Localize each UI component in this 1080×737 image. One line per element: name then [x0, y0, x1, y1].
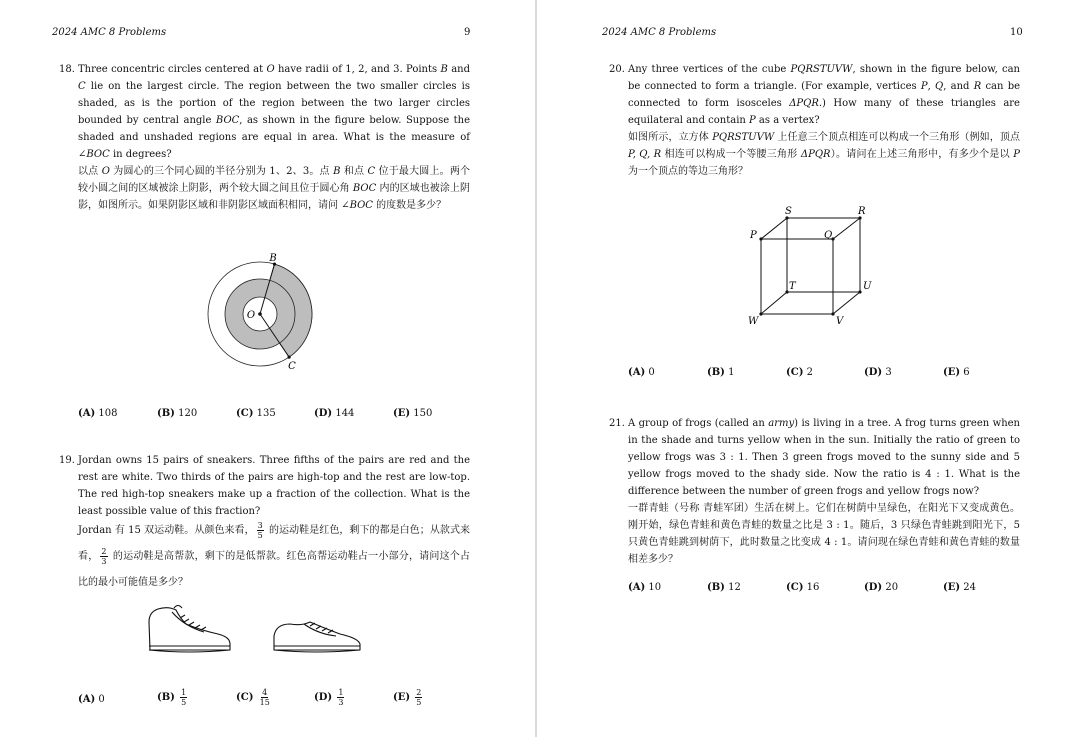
choice-d[interactable]: (D) $\frac{1}{3}$	[314, 688, 344, 707]
problem-number: 19.	[59, 455, 75, 466]
problem-19	[59, 452, 470, 596]
problem-20-english: Any three vertices of the cube PQRSTUVW, shown in the figure below, can be connected to form a triangle. (For example, vertices P, Q, and R can be connected to form isosceles ΔPQR.) How many of these triangles are equilateral and contain P as a vertex?	[628, 64, 1021, 126]
problem-21-chinese: 一群青蛙（号称 青蛙军团）生活在树上。它们在树荫中呈绿色，在阳光下又变成黄色。刚开始，绿色青蛙和黄色青蛙的数量之比是 3 : 1。随后，3 只绿色青蛙跳到阳光下，5 只黄色青蛙跳到树荫下，此时数量之比变成 4 : 1。请问现在绿色青蛙和黄色青蛙的数量相差多少？	[628, 503, 1020, 565]
choice-e[interactable]: (E) 24	[943, 582, 977, 593]
choice-d[interactable]: (D) 20	[864, 582, 899, 593]
choice-a[interactable]: (A) 10	[628, 582, 662, 593]
point-o-label: O	[246, 310, 256, 321]
problem-19-choices	[78, 688, 478, 718]
fraction-two-thirds: $\frac{2}{3}$	[101, 547, 107, 566]
left-page	[0, 0, 535, 737]
problem-21	[609, 415, 1020, 568]
right-page	[537, 0, 1080, 737]
fraction-three-fifths: $\frac{3}{5}$	[257, 521, 263, 540]
choice-a[interactable]: (A) 0	[78, 694, 105, 705]
choice-b[interactable]: (B) 120	[157, 408, 198, 419]
problem-20	[609, 61, 1021, 180]
high-top-sneaker-icon	[149, 606, 230, 653]
choice-b[interactable]: (B) 1	[707, 367, 735, 378]
choice-e[interactable]: (E) 6	[943, 367, 970, 378]
vertex-p-label: P	[750, 230, 757, 241]
fraction-one-third: $\frac{1}{3}$	[338, 688, 344, 707]
problem-18-choices	[78, 408, 478, 422]
problem-19-chinese: Jordan 有 15 双运动鞋。从颜色来看， $\frac{3}{5}$ 的运动鞋是红色，剩下的都是白色；从款式来看， $\frac{2}{3}$ 的运动鞋是高帮款，剩下的是低帮款。红色高帮运动鞋占一小部分，请问这个占比的最小可能值是多少？	[78, 521, 470, 588]
fraction-one-fifth: $\frac{1}{5}$	[181, 688, 187, 707]
left-page-number: 9	[464, 27, 471, 38]
choice-b[interactable]: (B) $\frac{1}{5}$	[157, 688, 187, 707]
choice-c[interactable]: (C) $\frac{4}{15}$	[236, 688, 270, 707]
fraction-two-fifths: $\frac{2}{5}$	[416, 688, 422, 707]
vertex-r-label: R	[858, 206, 866, 217]
fraction-four-fifteenths: $\frac{4}{15}$	[259, 688, 270, 707]
right-header-title: 2024 AMC 8 Problems	[602, 27, 717, 38]
choice-d[interactable]: (D) 3	[864, 367, 892, 378]
problem-18-english: Three concentric circles centered at O have radii of 1, 2, and 3. Points B and C lie on the largest circle. The region between the two smaller circles is shaded, as is the portion of the region between the two larger circles bounded by central angle BOC, as shown in the figure below. Suppose the shaded and unshaded regions are equal in area. What is the measure of ∠BOC in degrees?	[78, 64, 471, 160]
choice-a[interactable]: (A) 0	[628, 367, 655, 378]
right-page-number: 10	[1010, 27, 1023, 38]
vertex-v-label: V	[836, 316, 844, 327]
vertex-w-label: W	[748, 316, 759, 327]
sneakers-illustration	[144, 604, 366, 658]
problem-20-chinese: 如图所示，立方体 PQRSTUVW 上任意三个顶点相连可以构成一个三角形（例如，顶点 P, Q, R 相连可以构成一个等腰三角形 ΔPQR）。请问在上述三角形中，有多少个是以 P 为一个顶点的等边三角形？	[628, 132, 1021, 177]
problem-20-choices	[628, 367, 1028, 381]
problem-number: 20.	[609, 64, 625, 75]
choice-c[interactable]: (C) 2	[786, 367, 813, 378]
low-top-sneaker-icon	[274, 622, 360, 652]
concentric-circles-figure	[195, 248, 325, 370]
choice-e[interactable]: (E) 150	[393, 408, 433, 419]
problem-18-chinese: 以点 O 为圆心的三个同心圆的半径分别为 1、2、3。点 B 和点 C 位于最大圆上。两个较小圆之间的区域被涂上阴影，两个较大圆之间且位于圆心角 BOC 内的区域也被涂上阴影，如图所示。如果阴影区域和非阴影区域面积相同，请问 ∠BOC 的度数是多少？	[78, 166, 471, 211]
left-header-title: 2024 AMC 8 Problems	[52, 27, 167, 38]
problem-19-english: Jordan owns 15 pairs of sneakers. Three fifths of the pairs are red and the rest are white. Two thirds of the pairs are high-top and the rest are low-top. The red high-top sneakers make up a fraction of the collection. What is the least possible value of this fraction?	[78, 455, 470, 517]
choice-b[interactable]: (B) 12	[707, 582, 741, 593]
problem-21-choices	[628, 582, 1028, 596]
vertex-u-label: U	[863, 281, 872, 292]
choice-e[interactable]: (E) $\frac{2}{5}$	[393, 688, 422, 707]
problem-21-english: A group of frogs (called an army) is living in a tree. A frog turns green when in the shade and turns yellow when in the sun. Initially the ratio of green to yellow frogs was 3 : 1. Then 3 green frogs moved to the sunny side and 5 yellow frogs moved to the shady side. Now the ratio is 4 : 1. What is the difference between the number of green frogs and yellow frogs now?	[628, 418, 1020, 497]
vertex-t-label: T	[789, 281, 796, 292]
choice-a[interactable]: (A) 108	[78, 408, 118, 419]
choice-d[interactable]: (D) 144	[314, 408, 355, 419]
point-b-label: B	[269, 253, 277, 264]
choice-c[interactable]: (C) 16	[786, 582, 820, 593]
problem-number: 21.	[609, 418, 625, 429]
cube-figure	[747, 203, 877, 328]
choice-c[interactable]: (C) 135	[236, 408, 276, 419]
point-c-label: C	[288, 361, 296, 370]
problem-18	[59, 61, 471, 214]
vertex-s-label: S	[785, 206, 792, 217]
problem-number: 18.	[59, 64, 75, 75]
vertex-q-label: Q	[824, 230, 833, 241]
